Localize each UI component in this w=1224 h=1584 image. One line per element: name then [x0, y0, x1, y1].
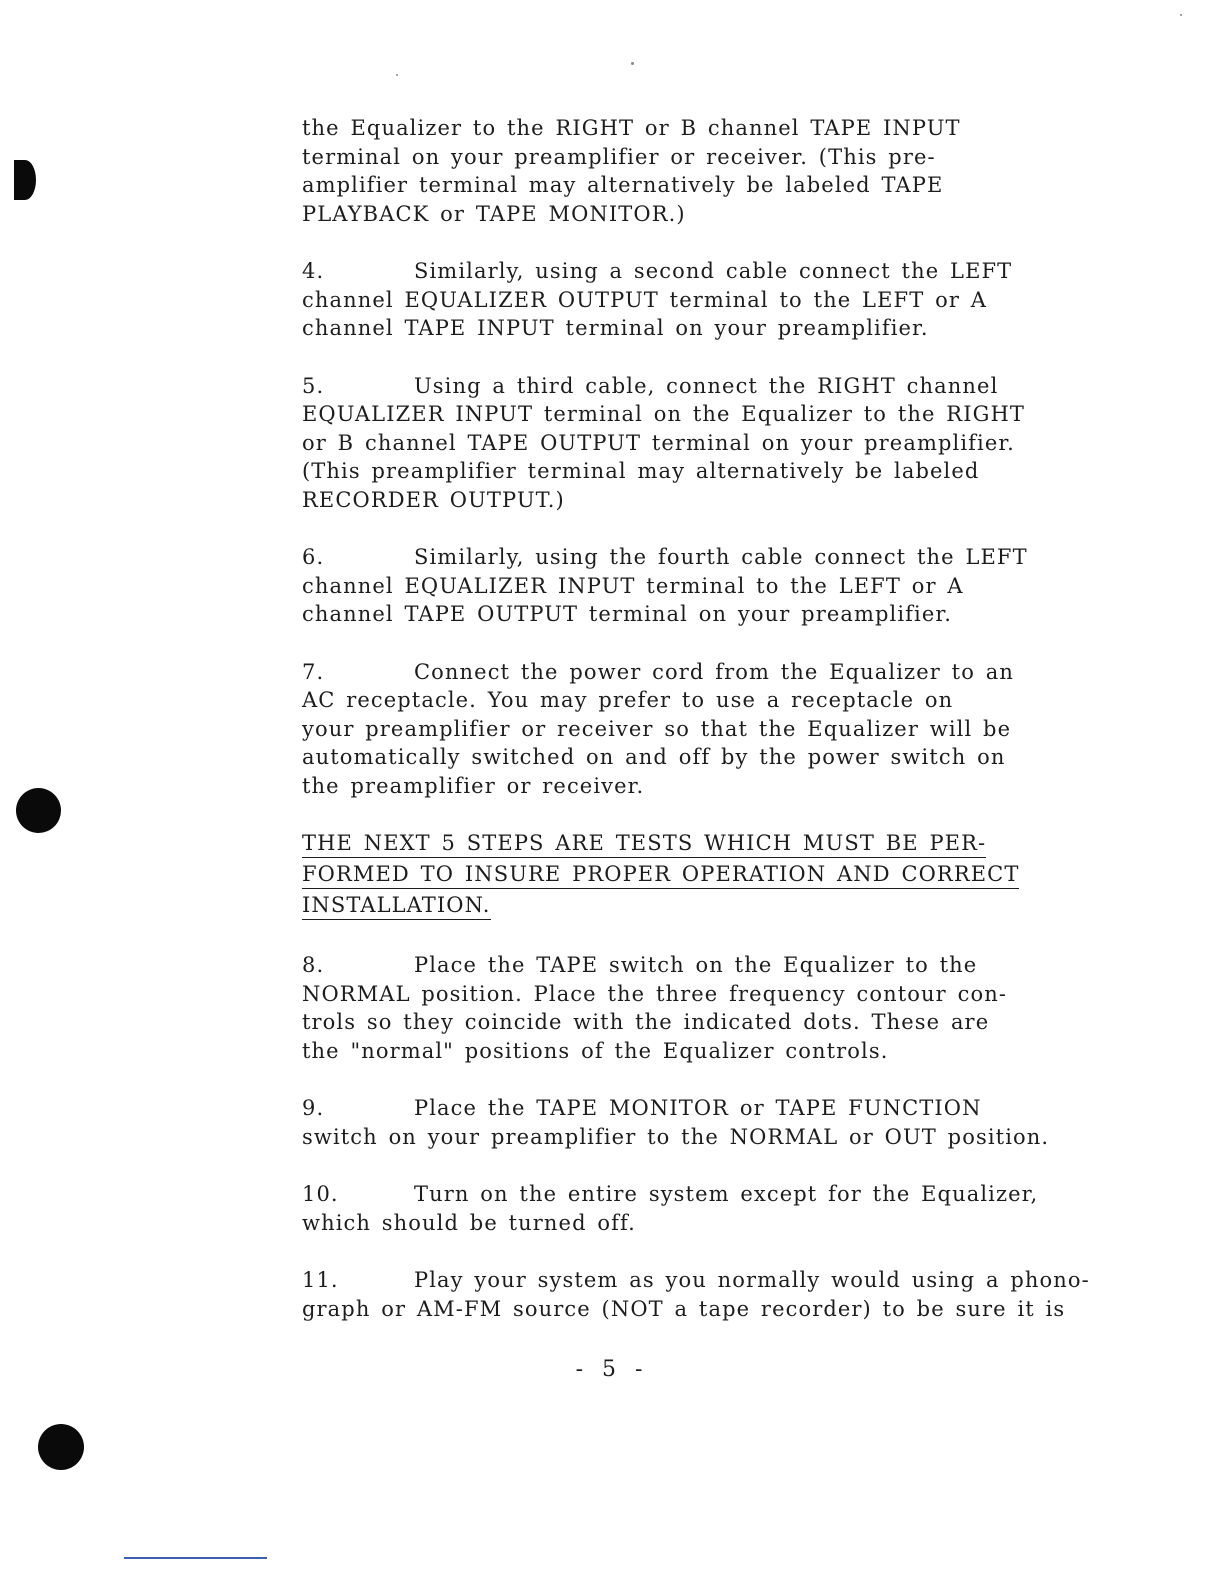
- step-number: 6.: [302, 545, 325, 569]
- text-line-content: Play your system as you normally would using a phono-: [414, 1268, 1090, 1292]
- scan-speck: [396, 74, 398, 76]
- text-line-content: Similarly, using the fourth cable connect the LEFT: [414, 545, 1028, 569]
- punch-hole-middle: [16, 788, 61, 833]
- step-6: [302, 543, 1122, 629]
- text-line: amplifier terminal may alternatively be labeled TAPE: [302, 173, 944, 197]
- text-line: RECORDER OUTPUT.): [302, 487, 565, 512]
- text-line: terminal on your preamplifier or receiver. (This pre-: [302, 144, 936, 169]
- step-number: 4.: [302, 259, 325, 283]
- text-line: (This preamplifier terminal may alternatively be labeled: [302, 459, 980, 483]
- step-8: [302, 951, 1122, 1065]
- bottom-edge-rule: [124, 1557, 267, 1559]
- text-line: [302, 1094, 1122, 1123]
- text-line: the Equalizer to the RIGHT or B channel TAPE INPUT: [302, 116, 961, 140]
- text-line: channel EQUALIZER INPUT terminal to the LEFT or A: [302, 573, 964, 598]
- text-line-content: Using a third cable, connect the RIGHT channel: [414, 373, 999, 398]
- text-line-content: Place the TAPE MONITOR or TAPE FUNCTION: [414, 1096, 982, 1120]
- step-number: 11.: [302, 1268, 339, 1292]
- text-line: AC receptacle. You may prefer to use a receptacle on: [302, 688, 954, 712]
- text-line-content: Turn on the entire system except for the Equalizer,: [414, 1182, 1039, 1206]
- text-line: trols so they coincide with the indicated dots. These are: [302, 1010, 990, 1034]
- text-line: which should be turned off.: [302, 1210, 636, 1235]
- punch-hole-bottom: [38, 1424, 84, 1470]
- text-line: the "normal" positions of the Equalizer controls.: [302, 1038, 889, 1063]
- text-line: switch on your preamplifier to the NORMAL or OUT position.: [302, 1124, 1050, 1149]
- step-10: [302, 1180, 1122, 1237]
- step-11: [302, 1266, 1122, 1323]
- text-line: NORMAL position. Place the three frequency contour con-: [302, 981, 1008, 1006]
- text-line: EQUALIZER INPUT terminal on the Equalizer to the RIGHT: [302, 402, 1025, 426]
- text-line-content: Similarly, using a second cable connect the LEFT: [414, 259, 1013, 283]
- text-line: automatically switched on and off by the power switch on: [302, 745, 1006, 769]
- text-line: [302, 1180, 1122, 1209]
- step-number: 8.: [302, 953, 325, 977]
- step-number: 9.: [302, 1096, 325, 1120]
- step-4: [302, 257, 1122, 343]
- text-line: graph or AM-FM source (NOT a tape recorder) to be sure it is: [302, 1296, 1066, 1321]
- tests-heading: [302, 829, 1122, 922]
- text-line: or B channel TAPE OUTPUT terminal on your preamplifier.: [302, 430, 1015, 455]
- step-5: [302, 372, 1122, 515]
- step-number: 10.: [302, 1182, 339, 1206]
- punch-hole-top: [14, 160, 36, 200]
- text-line: your preamplifier or receiver so that the Equalizer will be: [302, 716, 1012, 741]
- text-line: channel TAPE OUTPUT terminal on your preamplifier.: [302, 602, 952, 626]
- text-line: [302, 372, 1122, 401]
- text-line-content: Place the TAPE switch on the Equalizer to the: [414, 953, 978, 977]
- text-line: PLAYBACK or TAPE MONITOR.): [302, 201, 686, 226]
- text-line: [302, 658, 1122, 687]
- underlined-text: THE NEXT 5 STEPS ARE TESTS WHICH MUST BE PER-: [302, 831, 986, 858]
- text-line: the preamplifier or receiver.: [302, 773, 645, 798]
- step-9: [302, 1094, 1122, 1151]
- step-7: [302, 658, 1122, 801]
- step-number: 5.: [302, 373, 325, 398]
- step-number: 7.: [302, 659, 325, 684]
- text-line: channel EQUALIZER OUTPUT terminal to the LEFT or A: [302, 287, 987, 312]
- text-line: [302, 543, 1122, 572]
- text-line: [302, 951, 1122, 980]
- scan-speck: [1180, 14, 1182, 16]
- text-line: [302, 1266, 1122, 1295]
- underlined-text: FORMED TO INSURE PROPER OPERATION AND CORRECT: [302, 862, 1019, 889]
- heading-line: [302, 860, 1122, 891]
- paragraph-continued: [302, 114, 1122, 228]
- body-text: [302, 114, 1122, 1352]
- heading-line: [302, 891, 1122, 922]
- page-number: - 5 -: [575, 1357, 649, 1382]
- text-line: [302, 257, 1122, 286]
- underlined-text: INSTALLATION.: [302, 893, 491, 920]
- heading-line: [302, 829, 1122, 860]
- scan-speck: [631, 62, 634, 65]
- text-line-content: Connect the power cord from the Equalizer to an: [414, 659, 1014, 684]
- text-line: channel TAPE INPUT terminal on your preamplifier.: [302, 316, 929, 340]
